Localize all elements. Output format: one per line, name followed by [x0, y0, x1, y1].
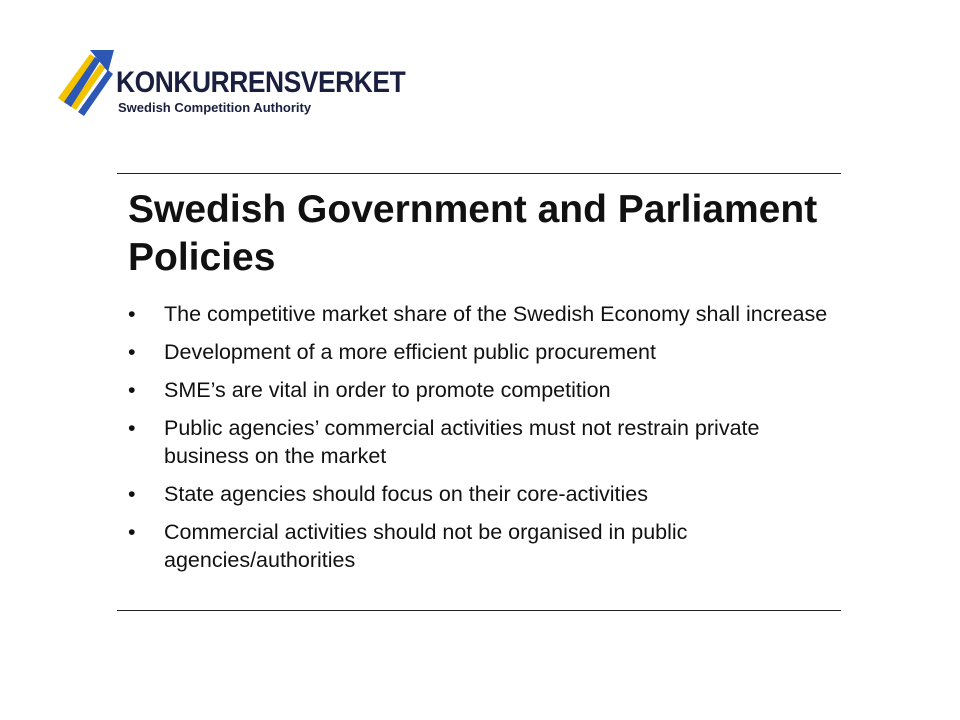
bullet-item	[128, 480, 828, 508]
bullet-text: SME’s are vital in order to promote competition	[164, 378, 611, 402]
top-divider	[117, 173, 841, 174]
bullet-text: The competitive market share of the Swedish Economy shall increase	[164, 302, 828, 326]
bottom-divider	[117, 610, 841, 611]
logo-name: KONKURRENSVERKET	[116, 66, 406, 99]
bullet-icon: •	[128, 416, 136, 440]
bullet-icon: •	[128, 482, 136, 506]
logo-subtitle: Swedish Competition Authority	[118, 100, 312, 115]
bullet-item	[128, 300, 828, 328]
bullet-icon: •	[128, 520, 136, 544]
bullet-icon: •	[128, 340, 136, 364]
bullet-text: Commercial activities should not be organised in public agencies/authorities	[164, 520, 688, 572]
bullet-text: Public agencies’ commercial activities must not restrain private business on the market	[164, 416, 760, 468]
slide-title: Swedish Government and Parliament Policies	[128, 188, 818, 279]
bullet-item	[128, 376, 828, 404]
bullet-item	[128, 414, 828, 470]
konkurrensverket-logo	[56, 46, 406, 124]
bullet-text: Development of a more efficient public procurement	[164, 340, 656, 364]
bullet-text: State agencies should focus on their core-activities	[164, 482, 649, 506]
bullet-icon: •	[128, 378, 136, 402]
bullet-icon: •	[128, 302, 136, 326]
bullet-item	[128, 518, 828, 574]
bullet-list	[128, 300, 828, 584]
bullet-item	[128, 338, 828, 366]
